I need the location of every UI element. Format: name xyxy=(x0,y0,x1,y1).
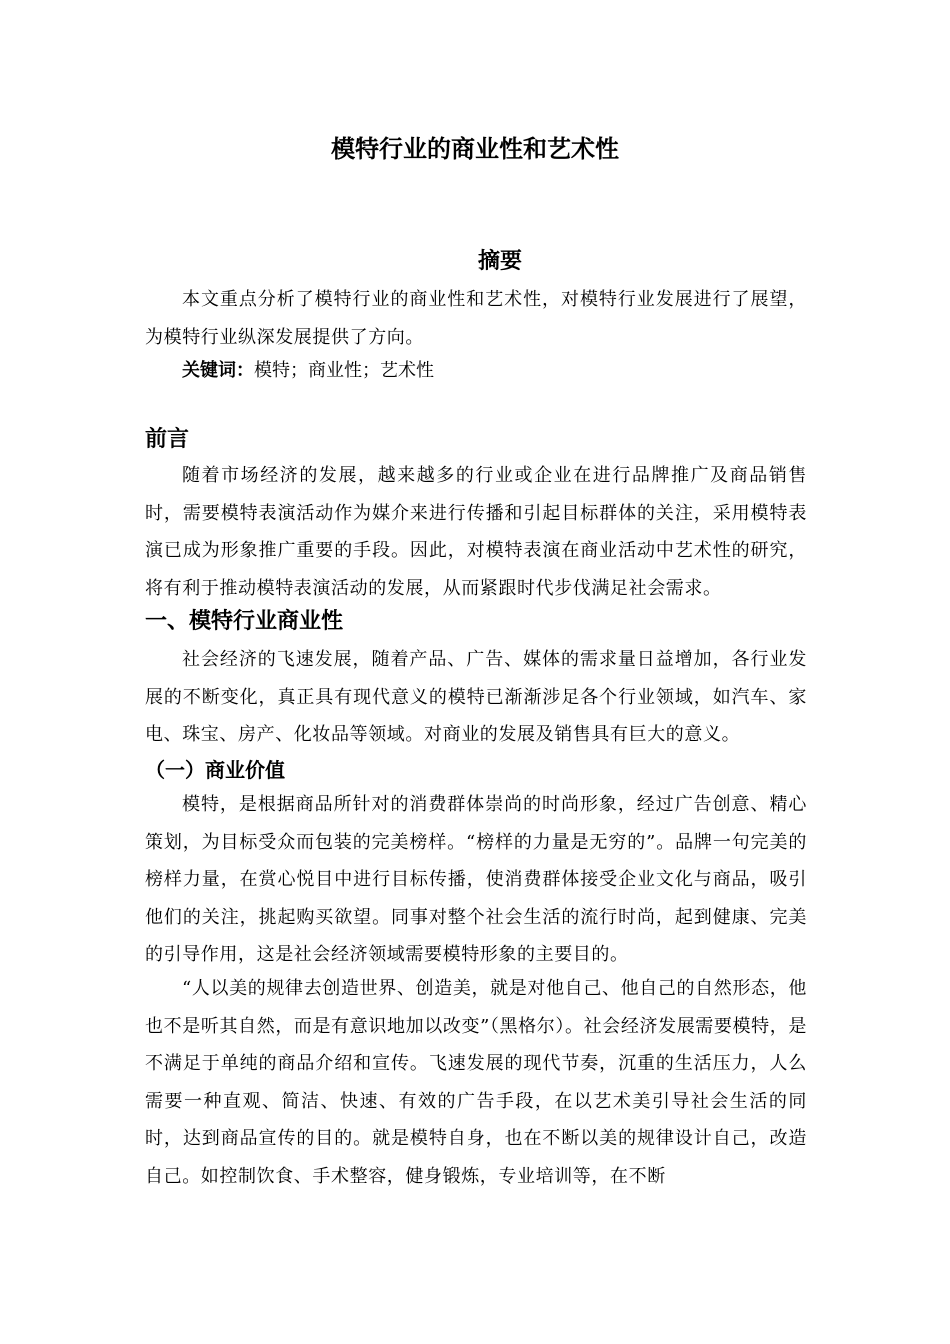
subsection-1-paragraph-1: 模特，是根据商品所针对的消费群体崇尚的时尚形象，经过广告创意、精心策划，为目标受众而包装的完美榜样。“榜样的力量是无穷的”。品牌一句完美的榜样力量，在赏心悦目中进行目标传播，使消费群体接受企业文化与商品，吸引他们的关注，挑起购买欲望。同事对整个社会生活的流行时尚，起到健康、完美的引导作用，这是社会经济领域需要模特形象的主要目的。 xyxy=(145,794,807,965)
subsection-1-paragraph-2: “人以美的规律去创造世界、创造美，就是对他自己、他自己的自然形态，他也不是听其自然，而是有意识地加以改变”（黑格尔）。社会经济发展需要模特，是不满足于单纯的商品介绍和宣传。飞速发展的现代节奏，沉重的生活压力，人么需要一种直观、简洁、快速、有效的广告手段，在以艺术美引导社会生活的同时，达到商品宣传的目的。就是模特自身，也在不断以美的规律设计自己，改造自己。如控制饮食、手术整容，健身锻炼，专业培训等，在不断 xyxy=(145,978,807,1187)
abstract-heading: 摘要 xyxy=(477,249,522,274)
abstract-paragraph: 本文重点分析了模特行业的商业性和艺术性，对模特行业发展进行了展望，为模特行业纵深发展提供了方向。 xyxy=(145,289,807,348)
subsection-1-heading: （一）商业价值 xyxy=(145,758,285,782)
keywords-label: 关键词： xyxy=(182,360,254,381)
keywords-line xyxy=(182,352,434,389)
keywords-value: 模特；商业性；艺术性 xyxy=(254,360,434,381)
preface-heading: 前言 xyxy=(145,427,190,452)
section-1-heading: 一、模特行业商业性 xyxy=(145,609,344,634)
preface-paragraph: 随着市场经济的发展，越来越多的行业或企业在进行品牌推广及商品销售时，需要模特表演活动作为媒介来进行传播和引起目标群体的关注，采用模特表演已成为形象推广重要的手段。因此，对模特表演在商业活动中艺术性的研究，将有利于推动模特表演活动的发展，从而紧跟时代步伐满足社会需求。 xyxy=(145,465,807,599)
document-title: 模特行业的商业性和艺术性 xyxy=(331,135,619,163)
section-1-paragraph: 社会经济的飞速发展，随着产品、广告、媒体的需求量日益增加，各行业发展的不断变化，真正具有现代意义的模特已渐渐涉足各个行业领域，如汽车、家电、珠宝、房产、化妆品等领域。对商业的发展及销售具有巨大的意义。 xyxy=(145,649,807,745)
